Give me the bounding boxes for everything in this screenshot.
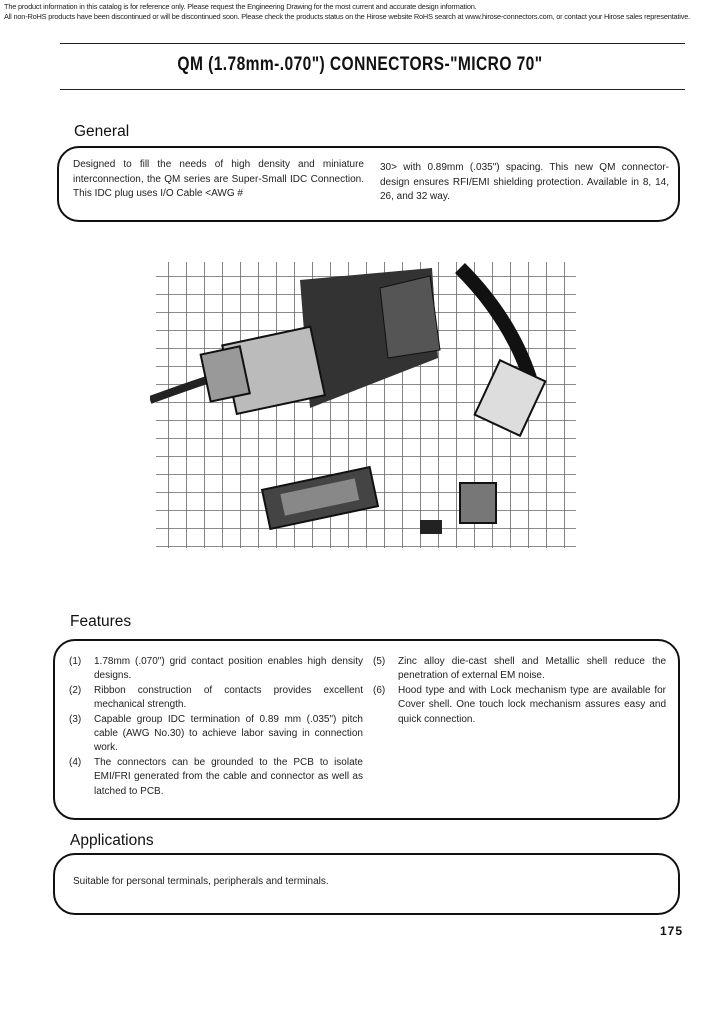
feature-text: Ribbon construction of contacts provides excellent mechanical strength. <box>94 684 363 711</box>
features-heading: Features <box>70 613 132 630</box>
notice-line-2: All non-RoHS products have been discontinued or will be discontinued soon. Please check the products status on the Hirose website RoHS search at www.hirose-connectors.com, or contact your Hirose sales representative. <box>4 12 690 21</box>
feature-text: Capable group IDC termination of 0.89 mm (.035") pitch cable (AWG No.30) to achieve labor saving in connection work. <box>94 713 363 754</box>
feature-number: (1) <box>69 656 82 667</box>
general-text-left: Designed to fill the needs of high density and miniature interconnection, the QM series are Super-Small IDC Connection. This IDC plug uses I/O Cable <AWG # <box>73 159 364 199</box>
feature-number: (3) <box>69 713 82 725</box>
feature-text: Hood type and with Lock mechanism type are available for Cover shell. One touch lock mechanism assures easy and quick connection. <box>398 684 666 725</box>
feature-number: (6) <box>373 684 386 696</box>
page-title: QM (1.78mm-.070") CONNECTORS-"MICRO 70" <box>177 54 543 75</box>
title-rule <box>60 89 685 90</box>
feature-text: Zinc alloy die-cast shell and Metallic shell reduce the penetration of external EM noise. <box>398 656 666 682</box>
feature-number: (2) <box>69 684 82 696</box>
feature-text: The connectors can be grounded to the PCB to isolate EMI/FRI generated from the cable and connector as well as latched to PCB. <box>94 756 363 797</box>
top-rule <box>60 43 685 44</box>
general-text-right: 30> with 0.89mm (.035") spacing. This new QM connector-design ensures RFI/EMI shielding protection. Available in 8, 14, 26, and 32 way. <box>380 162 669 202</box>
feature-item <box>69 756 363 799</box>
feature-text: 1.78mm (.070") grid contact position enables high density designs. <box>94 656 363 682</box>
feature-item <box>69 713 363 756</box>
product-photo <box>150 258 582 554</box>
notice-line-1: The product information in this catalog is for reference only. Please request the Engineering Drawing for the most current and accurate design information. <box>4 2 477 11</box>
feature-item <box>69 684 363 713</box>
applications-text: Suitable for personal terminals, peripherals and terminals. <box>73 876 329 887</box>
feature-item <box>69 655 363 684</box>
features-left-column <box>69 655 363 799</box>
feature-number: (4) <box>69 756 82 768</box>
feature-item <box>373 655 666 684</box>
applications-heading: Applications <box>70 832 154 849</box>
feature-number: (5) <box>373 656 386 667</box>
general-heading: General <box>74 123 130 140</box>
features-right-column <box>373 655 666 727</box>
feature-item <box>373 684 666 727</box>
page-number: 175 <box>660 924 684 938</box>
